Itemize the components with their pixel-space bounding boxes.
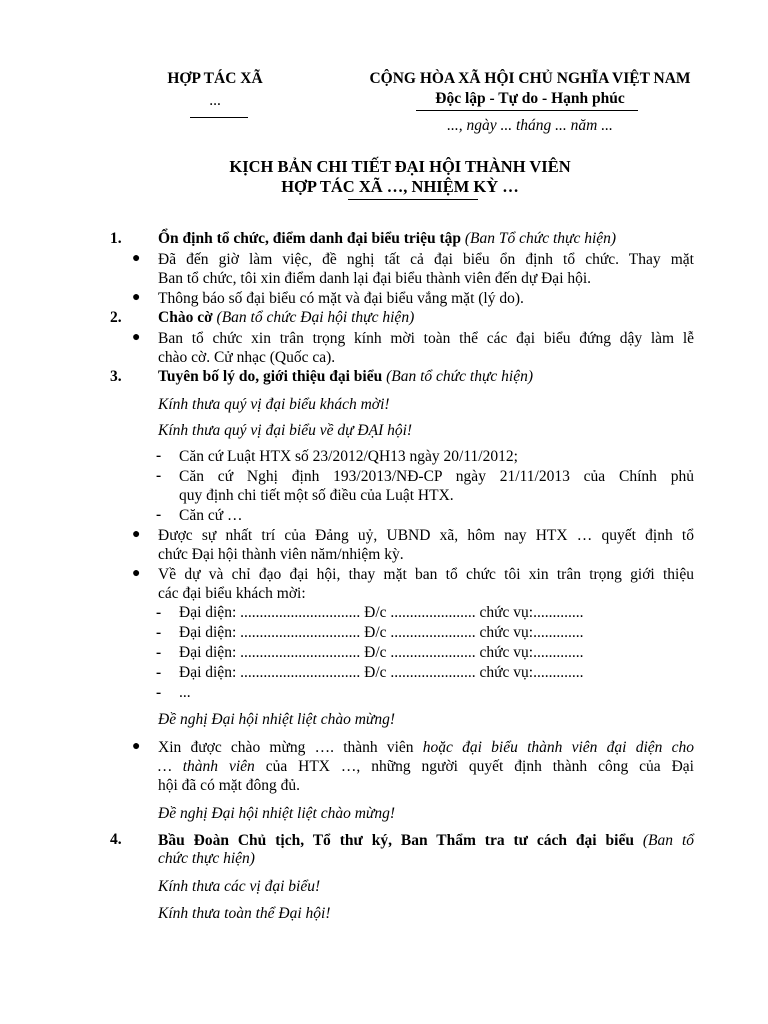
- date-line: ..., ngày ... tháng ... năm ...: [447, 117, 613, 134]
- representative-line-5: ...: [179, 684, 191, 701]
- section-4-number: 4.: [110, 831, 122, 848]
- legal-basis-2-line2: quy định chi tiết một số điều của Luật HTX.: [179, 487, 454, 504]
- section-3-bullet-c-line1: [158, 738, 694, 758]
- section-3-number: 3.: [110, 368, 122, 385]
- org-underline: [190, 117, 248, 118]
- bullet-icon: ●: [132, 251, 141, 266]
- section-3-title: Tuyên bố lý do, giới thiệu đại biểu: [158, 368, 383, 385]
- representative-line-1: Đại diện: ............................... Đ/c ...................... chức vụ:.............: [179, 604, 584, 621]
- section-4-note-cont: chức thực hiện): [158, 850, 255, 867]
- bullet-icon: ●: [132, 290, 141, 305]
- org-sub: ...: [209, 92, 221, 109]
- legal-basis-2-line1: Căn cứ Nghị định 193/2013/NĐ-CP ngày 21/11/2013 của Chính phủ: [179, 468, 694, 485]
- section-4-heading: [158, 831, 694, 851]
- representative-line-2: Đại diện: ............................... Đ/c ...................... chức vụ:.............: [179, 624, 584, 641]
- bullet-icon: ●: [132, 566, 141, 581]
- section-4-greeting-1: Kính thưa các vị đại biểu!: [158, 878, 321, 895]
- section-2-heading: [158, 309, 414, 327]
- section-1-title: Ổn định tổ chức, điểm danh đại biểu triệu tập: [158, 230, 461, 247]
- dash-marker: -: [156, 467, 162, 484]
- org-name: HỢP TÁC XÃ: [167, 70, 263, 87]
- bullet-c-part1: Xin được chào mừng …. thành viên: [158, 739, 423, 756]
- section-2-note: (Ban tổ chức Đại hội thực hiện): [216, 309, 415, 326]
- cheer-line-1: Đề nghị Đại hội nhiệt liệt chào mừng!: [158, 711, 396, 728]
- section-3-bullet-a-line2: chức Đại hội thành viên năm/nhiệm kỳ.: [158, 546, 404, 563]
- section-1-heading: [158, 230, 616, 248]
- legal-basis-3: Căn cứ …: [179, 507, 243, 524]
- dash-marker: -: [156, 447, 162, 464]
- section-1-bullet-2: Thông báo số đại biểu có mặt và đại biểu vắng mặt (lý do).: [158, 290, 524, 307]
- dash-marker: -: [156, 604, 162, 621]
- section-3-bullet-b-line2: các đại biểu khách mời:: [158, 585, 306, 602]
- section-3-greeting-1: Kính thưa quý vị đại biểu khách mời!: [158, 396, 390, 413]
- bullet-c-part2: hoặc đại biểu thành viên đại diện cho: [422, 739, 694, 756]
- bullet-c-part3: … thành viên: [158, 758, 255, 775]
- section-2-bullet-1-line1: Ban tổ chức xin trân trọng kính mời toàn thể các đại biểu đứng dậy làm lễ: [158, 330, 694, 347]
- motto-underline: [416, 110, 638, 111]
- section-2-number: 2.: [110, 309, 122, 326]
- dash-marker: -: [156, 624, 162, 641]
- section-3-bullet-a-line1: Được sự nhất trí của Đảng uỷ, UBND xã, hôm nay HTX … quyết định tổ: [158, 527, 694, 544]
- section-3-greeting-2: Kính thưa quý vị đại biểu về dự ĐẠI hội!: [158, 422, 413, 439]
- title-underline: [348, 199, 478, 200]
- cheer-line-2: Đề nghị Đại hội nhiệt liệt chào mừng!: [158, 805, 396, 822]
- dash-marker: -: [156, 684, 162, 701]
- representative-line-4: Đại diện: ............................... Đ/c ...................... chức vụ:.............: [179, 664, 584, 681]
- bullet-icon: ●: [132, 330, 141, 345]
- section-3-bullet-c-line2: [158, 757, 694, 777]
- dash-marker: -: [156, 644, 162, 661]
- country-name: CỘNG HÒA XÃ HỘI CHỦ NGHĨA VIỆT NAM: [369, 70, 691, 87]
- doc-title-line2: HỢP TÁC XÃ …, NHIỆM KỲ …: [281, 177, 519, 196]
- dash-marker: -: [156, 506, 162, 523]
- section-3-bullet-c-line3: hội đã có mặt đông đủ.: [158, 777, 301, 794]
- legal-basis-1: Căn cứ Luật HTX số 23/2012/QH13 ngày 20/11/2012;: [179, 448, 518, 465]
- section-2-bullet-1-line2: chào cờ. Cử nhạc (Quốc ca).: [158, 349, 336, 366]
- section-1-number: 1.: [110, 230, 122, 247]
- section-4-title: Bầu Đoàn Chủ tịch, Tổ thư ký, Ban Thẩm tra tư cách đại biểu: [158, 832, 634, 849]
- section-3-note: (Ban tổ chức thực hiện): [386, 368, 533, 385]
- bullet-c-part4: của HTX …, những người quyết định thành công của Đại: [254, 758, 694, 775]
- bullet-icon: ●: [132, 739, 141, 754]
- section-3-heading: [158, 368, 533, 386]
- section-1-bullet-1-line1: Đã đến giờ làm việc, đề nghị tất cả đại biểu ổn định tổ chức. Thay mặt: [158, 251, 694, 268]
- section-1-bullet-1-line2: Ban tổ chức, tôi xin điểm danh lại đại biểu thành viên đến dự Đại hội.: [158, 270, 592, 287]
- section-4-note: (Ban tổ: [642, 832, 694, 849]
- representative-line-3: Đại diện: ............................... Đ/c ...................... chức vụ:.............: [179, 644, 584, 661]
- section-4-greeting-2: Kính thưa toàn thể Đại hội!: [158, 905, 331, 922]
- motto: Độc lập - Tự do - Hạnh phúc: [435, 90, 625, 107]
- section-3-bullet-b-line1: Về dự và chỉ đạo đại hội, thay mặt ban tổ chức tôi xin trân trọng giới thiệu: [158, 566, 694, 583]
- doc-title-line1: KỊCH BẢN CHI TIẾT ĐẠI HỘI THÀNH VIÊN: [229, 157, 571, 176]
- dash-marker: -: [156, 664, 162, 681]
- section-2-title: Chào cờ: [158, 309, 213, 326]
- bullet-icon: ●: [132, 527, 141, 542]
- section-1-note: (Ban Tổ chức thực hiện): [464, 230, 617, 247]
